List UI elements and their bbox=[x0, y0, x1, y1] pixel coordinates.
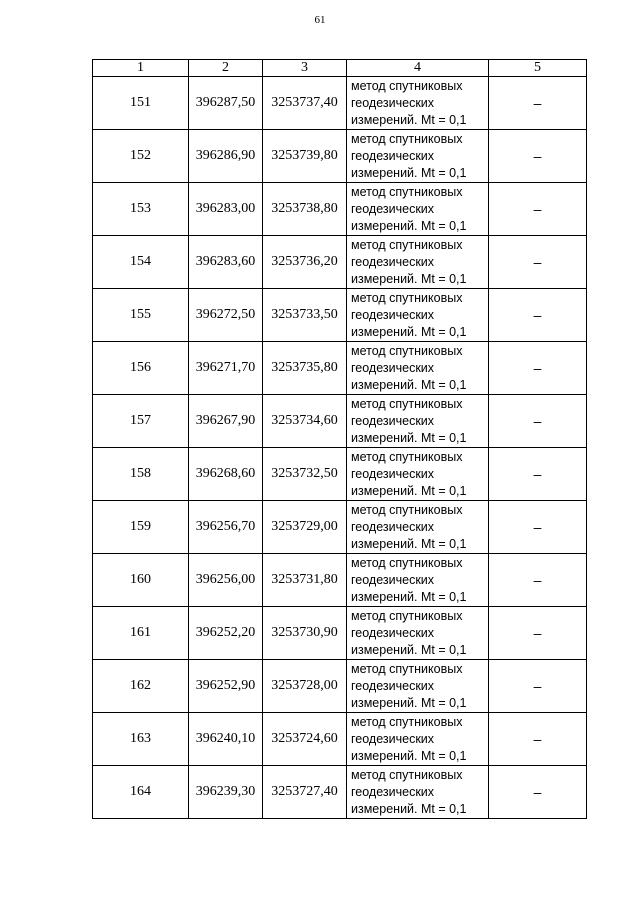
method-line: метод спутниковых bbox=[351, 767, 463, 782]
x-coordinate-cell: 396283,60 bbox=[189, 236, 263, 289]
table-row bbox=[93, 183, 587, 236]
table-row bbox=[93, 607, 587, 660]
point-number-cell: 163 bbox=[93, 713, 189, 766]
method-line: геодезических bbox=[351, 731, 435, 746]
y-coordinate-cell: 3253736,20 bbox=[263, 236, 347, 289]
method-line: измерений. Mt = 0,1 bbox=[351, 112, 467, 127]
x-coordinate-cell: 396256,00 bbox=[189, 554, 263, 607]
coordinates-table bbox=[92, 59, 587, 819]
method-line: геодезических bbox=[351, 784, 435, 799]
method-cell bbox=[347, 236, 489, 289]
y-coordinate-cell: 3253731,80 bbox=[263, 554, 347, 607]
method-line: геодезических bbox=[351, 148, 435, 163]
method-line: измерений. Mt = 0,1 bbox=[351, 324, 467, 339]
method-line: геодезических bbox=[351, 572, 435, 587]
method-line: геодезических bbox=[351, 307, 435, 322]
x-coordinate-cell: 396287,50 bbox=[189, 77, 263, 130]
page-number: 61 bbox=[314, 14, 326, 26]
x-coordinate-cell: 396252,90 bbox=[189, 660, 263, 713]
y-coordinate-cell: 3253728,00 bbox=[263, 660, 347, 713]
column-header-2: 2 bbox=[189, 60, 263, 77]
x-coordinate-cell: 396268,60 bbox=[189, 448, 263, 501]
note-cell: – bbox=[489, 660, 587, 713]
table-row bbox=[93, 713, 587, 766]
method-line: метод спутниковых bbox=[351, 608, 463, 623]
table-row bbox=[93, 766, 587, 819]
method-line: метод спутниковых bbox=[351, 502, 463, 517]
point-number-cell: 151 bbox=[93, 77, 189, 130]
x-coordinate-cell: 396272,50 bbox=[189, 289, 263, 342]
table-row bbox=[93, 130, 587, 183]
method-line: геодезических bbox=[351, 360, 435, 375]
method-line: метод спутниковых bbox=[351, 714, 463, 729]
method-line: измерений. Mt = 0,1 bbox=[351, 430, 467, 445]
table-row bbox=[93, 554, 587, 607]
point-number-cell: 156 bbox=[93, 342, 189, 395]
note-cell: – bbox=[489, 554, 587, 607]
point-number-cell: 162 bbox=[93, 660, 189, 713]
method-cell bbox=[347, 660, 489, 713]
method-cell bbox=[347, 713, 489, 766]
method-line: геодезических bbox=[351, 413, 435, 428]
note-cell: – bbox=[489, 766, 587, 819]
table-row bbox=[93, 660, 587, 713]
method-line: метод спутниковых bbox=[351, 343, 463, 358]
method-line: метод спутниковых bbox=[351, 449, 463, 464]
table-row bbox=[93, 395, 587, 448]
x-coordinate-cell: 396283,00 bbox=[189, 183, 263, 236]
y-coordinate-cell: 3253730,90 bbox=[263, 607, 347, 660]
point-number-cell: 160 bbox=[93, 554, 189, 607]
x-coordinate-cell: 396256,70 bbox=[189, 501, 263, 554]
method-line: измерений. Mt = 0,1 bbox=[351, 642, 467, 657]
method-line: измерений. Mt = 0,1 bbox=[351, 483, 467, 498]
x-coordinate-cell: 396286,90 bbox=[189, 130, 263, 183]
column-header-4: 4 bbox=[347, 60, 489, 77]
y-coordinate-cell: 3253739,80 bbox=[263, 130, 347, 183]
method-cell bbox=[347, 554, 489, 607]
method-line: геодезических bbox=[351, 254, 435, 269]
table-body bbox=[93, 77, 587, 819]
note-cell: – bbox=[489, 501, 587, 554]
method-line: измерений. Mt = 0,1 bbox=[351, 536, 467, 551]
point-number-cell: 155 bbox=[93, 289, 189, 342]
method-line: геодезических bbox=[351, 625, 435, 640]
note-cell: – bbox=[489, 713, 587, 766]
method-line: измерений. Mt = 0,1 bbox=[351, 748, 467, 763]
method-line: геодезических bbox=[351, 201, 435, 216]
method-line: измерений. Mt = 0,1 bbox=[351, 377, 467, 392]
y-coordinate-cell: 3253737,40 bbox=[263, 77, 347, 130]
method-line: метод спутниковых bbox=[351, 290, 463, 305]
y-coordinate-cell: 3253729,00 bbox=[263, 501, 347, 554]
table-row bbox=[93, 501, 587, 554]
method-cell bbox=[347, 289, 489, 342]
x-coordinate-cell: 396267,90 bbox=[189, 395, 263, 448]
x-coordinate-cell: 396252,20 bbox=[189, 607, 263, 660]
point-number-cell: 159 bbox=[93, 501, 189, 554]
method-line: геодезических bbox=[351, 466, 435, 481]
table-row bbox=[93, 289, 587, 342]
y-coordinate-cell: 3253735,80 bbox=[263, 342, 347, 395]
method-line: измерений. Mt = 0,1 bbox=[351, 589, 467, 604]
method-cell bbox=[347, 607, 489, 660]
y-coordinate-cell: 3253734,60 bbox=[263, 395, 347, 448]
method-line: измерений. Mt = 0,1 bbox=[351, 271, 467, 286]
note-cell: – bbox=[489, 395, 587, 448]
method-cell bbox=[347, 183, 489, 236]
column-header-5: 5 bbox=[489, 60, 587, 77]
note-cell: – bbox=[489, 342, 587, 395]
point-number-cell: 157 bbox=[93, 395, 189, 448]
note-cell: – bbox=[489, 236, 587, 289]
x-coordinate-cell: 396240,10 bbox=[189, 713, 263, 766]
column-header-1: 1 bbox=[93, 60, 189, 77]
method-cell bbox=[347, 448, 489, 501]
method-cell bbox=[347, 766, 489, 819]
point-number-cell: 158 bbox=[93, 448, 189, 501]
note-cell: – bbox=[489, 448, 587, 501]
point-number-cell: 161 bbox=[93, 607, 189, 660]
note-cell: – bbox=[489, 183, 587, 236]
x-coordinate-cell: 396239,30 bbox=[189, 766, 263, 819]
point-number-cell: 154 bbox=[93, 236, 189, 289]
method-line: измерений. Mt = 0,1 bbox=[351, 801, 467, 816]
y-coordinate-cell: 3253727,40 bbox=[263, 766, 347, 819]
y-coordinate-cell: 3253733,50 bbox=[263, 289, 347, 342]
note-cell: – bbox=[489, 130, 587, 183]
note-cell: – bbox=[489, 289, 587, 342]
table-row bbox=[93, 342, 587, 395]
point-number-cell: 153 bbox=[93, 183, 189, 236]
method-cell bbox=[347, 77, 489, 130]
x-coordinate-cell: 396271,70 bbox=[189, 342, 263, 395]
column-header-3: 3 bbox=[263, 60, 347, 77]
method-line: геодезических bbox=[351, 95, 435, 110]
method-line: измерений. Mt = 0,1 bbox=[351, 165, 467, 180]
method-line: метод спутниковых bbox=[351, 237, 463, 252]
note-cell: – bbox=[489, 607, 587, 660]
method-cell bbox=[347, 130, 489, 183]
method-cell bbox=[347, 395, 489, 448]
y-coordinate-cell: 3253724,60 bbox=[263, 713, 347, 766]
method-line: измерений. Mt = 0,1 bbox=[351, 218, 467, 233]
note-cell: – bbox=[489, 77, 587, 130]
table-row bbox=[93, 236, 587, 289]
point-number-cell: 164 bbox=[93, 766, 189, 819]
table-row bbox=[93, 77, 587, 130]
point-number-cell: 152 bbox=[93, 130, 189, 183]
method-line: метод спутниковых bbox=[351, 184, 463, 199]
method-line: метод спутниковых bbox=[351, 661, 463, 676]
method-line: метод спутниковых bbox=[351, 555, 463, 570]
table-row bbox=[93, 448, 587, 501]
method-line: геодезических bbox=[351, 519, 435, 534]
method-line: геодезических bbox=[351, 678, 435, 693]
y-coordinate-cell: 3253732,50 bbox=[263, 448, 347, 501]
y-coordinate-cell: 3253738,80 bbox=[263, 183, 347, 236]
table-header-row bbox=[93, 60, 587, 77]
method-line: измерений. Mt = 0,1 bbox=[351, 695, 467, 710]
method-line: метод спутниковых bbox=[351, 131, 463, 146]
method-line: метод спутниковых bbox=[351, 396, 463, 411]
method-cell bbox=[347, 342, 489, 395]
method-line: метод спутниковых bbox=[351, 78, 463, 93]
method-cell bbox=[347, 501, 489, 554]
